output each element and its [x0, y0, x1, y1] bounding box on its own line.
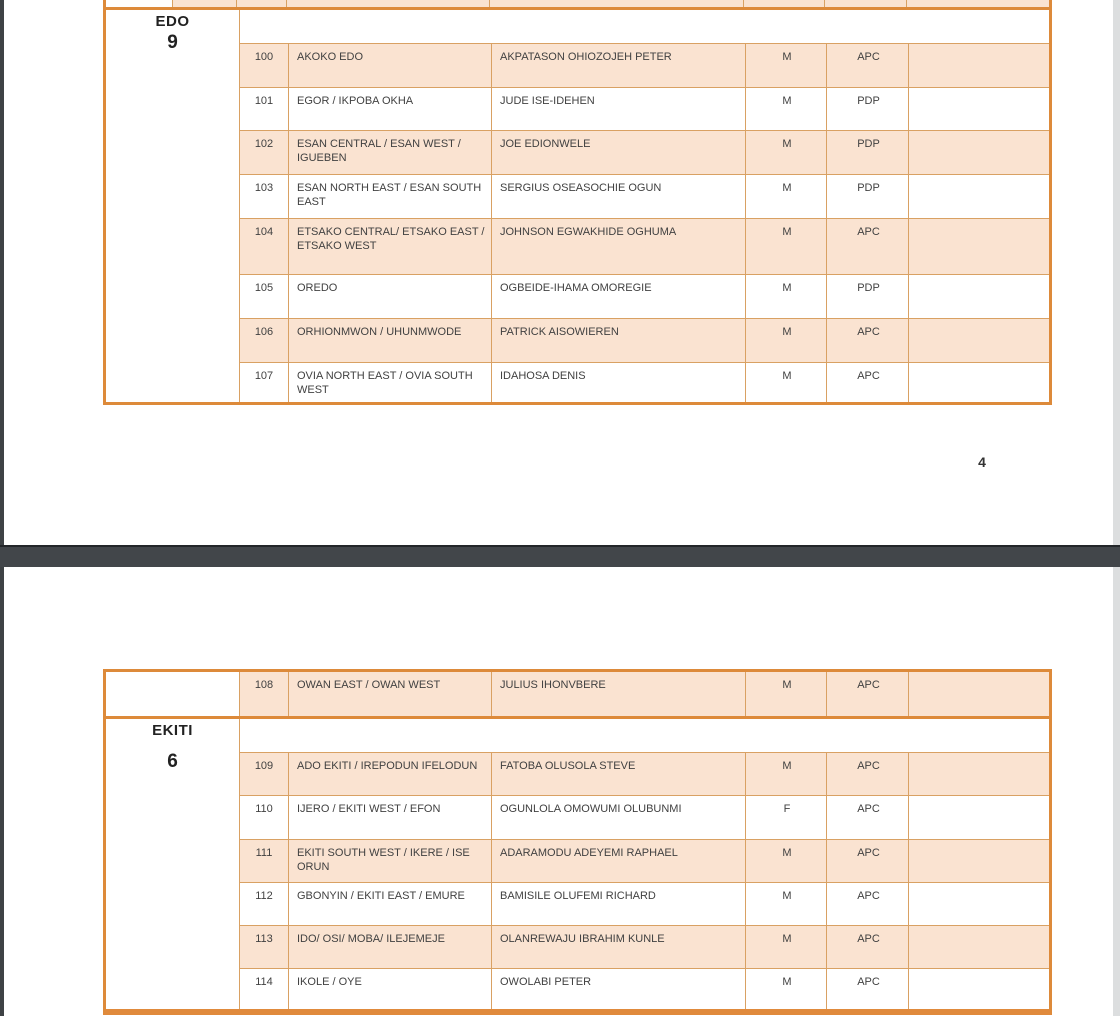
state-header-spacer [240, 10, 1049, 44]
party-cell: PDP [827, 88, 909, 130]
party-cell: APC [827, 883, 909, 925]
candidate-cell: JOHNSON EGWAKHIDE OGHUMA [492, 219, 746, 274]
row-number: 100 [240, 44, 289, 87]
gender-cell: F [746, 796, 827, 839]
document-page-4 [4, 0, 1113, 546]
party-cell: APC [827, 219, 909, 274]
row-number: 111 [240, 840, 289, 882]
party-cell: APC [827, 319, 909, 362]
row-number: 103 [240, 175, 289, 218]
state-cell-edo [106, 10, 240, 402]
empty-cell [909, 363, 1049, 402]
row-number: 114 [240, 969, 289, 1009]
candidate-cell: IDAHOSA DENIS [492, 363, 746, 402]
table-row [240, 175, 1049, 219]
party-cell: APC [827, 753, 909, 795]
state-group-ekiti [106, 719, 1049, 1009]
empty-cell [909, 131, 1049, 174]
row-number: 112 [240, 883, 289, 925]
row-number: 107 [240, 363, 289, 402]
constituency-cell: ORHIONMWON / UHUNMWODE [289, 319, 492, 362]
table-row [240, 969, 1049, 1009]
constituency-cell: IDO/ OSI/ MOBA/ ILEJEMEJE [289, 926, 492, 968]
table-row [240, 219, 1049, 275]
party-cell: APC [827, 796, 909, 839]
candidate-cell: OGUNLOLA OMOWUMI OLUBUNMI [492, 796, 746, 839]
table-row [240, 363, 1049, 402]
constituency-cell: IKOLE / OYE [289, 969, 492, 1009]
constituency-cell: EKITI SOUTH WEST / IKERE / ISE ORUN [289, 840, 492, 882]
candidate-cell: OWOLABI PETER [492, 969, 746, 1009]
row-number: 102 [240, 131, 289, 174]
empty-cell [909, 175, 1049, 218]
gender-cell: M [746, 672, 827, 716]
table-row [240, 796, 1049, 840]
constituency-cell: ADO EKITI / IREPODUN IFELODUN [289, 753, 492, 795]
candidates-table-page-4 [103, 0, 1052, 405]
page-break-separator [0, 545, 1120, 567]
state-name: EDO [155, 13, 190, 30]
empty-cell [909, 840, 1049, 882]
row-number: 109 [240, 753, 289, 795]
constituency-cell: AKOKO EDO [289, 44, 492, 87]
row-number: 106 [240, 319, 289, 362]
gender-cell: M [746, 275, 827, 318]
table-row [240, 883, 1049, 926]
gender-cell: M [746, 969, 827, 1009]
party-cell: PDP [827, 175, 909, 218]
document-page-5 [4, 567, 1113, 1016]
empty-cell [909, 883, 1049, 925]
gender-cell: M [746, 319, 827, 362]
party-cell: APC [827, 672, 909, 716]
clipped-previous-row [106, 0, 1049, 10]
table-row [240, 275, 1049, 319]
page-number: 4 [978, 454, 986, 470]
table-row [240, 672, 1049, 716]
constituency-cell: OVIA NORTH EAST / OVIA SOUTH WEST [289, 363, 492, 402]
gender-cell: M [746, 363, 827, 402]
empty-cell [909, 44, 1049, 87]
party-cell: APC [827, 969, 909, 1009]
empty-cell [909, 926, 1049, 968]
party-cell: PDP [827, 131, 909, 174]
row-number: 101 [240, 88, 289, 130]
row-number: 108 [240, 672, 289, 716]
party-cell: PDP [827, 275, 909, 318]
empty-cell [909, 219, 1049, 274]
candidate-cell: PATRICK AISOWIEREN [492, 319, 746, 362]
party-cell: APC [827, 926, 909, 968]
table-row [240, 88, 1049, 131]
constituency-cell: GBONYIN / EKITI EAST / EMURE [289, 883, 492, 925]
gender-cell: M [746, 175, 827, 218]
candidate-cell: ADARAMODU ADEYEMI RAPHAEL [492, 840, 746, 882]
table-row [240, 926, 1049, 969]
gender-cell: M [746, 883, 827, 925]
candidate-cell: OGBEIDE-IHAMA OMOREGIE [492, 275, 746, 318]
row-number: 113 [240, 926, 289, 968]
candidate-cell: JULIUS IHONVBERE [492, 672, 746, 716]
gender-cell: M [746, 131, 827, 174]
constituency-cell: OWAN EAST / OWAN WEST [289, 672, 492, 716]
state-cell-ekiti [106, 719, 240, 1009]
constituency-cell: ESAN NORTH EAST / ESAN SOUTH EAST [289, 175, 492, 218]
state-cell-empty [106, 672, 240, 716]
gender-cell: M [746, 840, 827, 882]
party-cell: APC [827, 840, 909, 882]
empty-cell [909, 275, 1049, 318]
gender-cell: M [746, 753, 827, 795]
state-header-spacer [240, 719, 1049, 753]
candidates-table-page-5 [103, 669, 1052, 1015]
party-cell: APC [827, 363, 909, 402]
table-row [240, 44, 1049, 88]
candidate-cell: AKPATASON OHIOZOJEH PETER [492, 44, 746, 87]
state-group-edo [106, 10, 1049, 402]
candidate-cell: FATOBA OLUSOLA STEVE [492, 753, 746, 795]
candidate-cell: BAMISILE OLUFEMI RICHARD [492, 883, 746, 925]
empty-cell [909, 796, 1049, 839]
gender-cell: M [746, 44, 827, 87]
constituency-cell: OREDO [289, 275, 492, 318]
state-seat-count: 9 [167, 32, 178, 53]
viewer-right-edge [1113, 0, 1120, 1016]
constituency-cell: ESAN CENTRAL / ESAN WEST / IGUEBEN [289, 131, 492, 174]
constituency-cell: ETSAKO CENTRAL/ ETSAKO EAST / ETSAKO WEST [289, 219, 492, 274]
candidate-cell: OLANREWAJU IBRAHIM KUNLE [492, 926, 746, 968]
empty-cell [909, 753, 1049, 795]
candidate-cell: JUDE ISE-IDEHEN [492, 88, 746, 130]
table-row [240, 840, 1049, 883]
candidate-cell: SERGIUS OSEASOCHIE OGUN [492, 175, 746, 218]
viewer-left-edge [0, 0, 4, 1016]
constituency-cell: EGOR / IKPOBA OKHA [289, 88, 492, 130]
constituency-cell: IJERO / EKITI WEST / EFON [289, 796, 492, 839]
row-number: 110 [240, 796, 289, 839]
table-row [240, 753, 1049, 796]
empty-cell [909, 319, 1049, 362]
row-number: 104 [240, 219, 289, 274]
gender-cell: M [746, 219, 827, 274]
party-cell: APC [827, 44, 909, 87]
empty-cell [909, 88, 1049, 130]
empty-cell [909, 969, 1049, 1009]
candidate-cell: JOE EDIONWELE [492, 131, 746, 174]
empty-cell [909, 672, 1049, 716]
table-row [240, 319, 1049, 363]
table-row [240, 131, 1049, 175]
state-name: EKITI [152, 722, 193, 739]
state-seat-count: 6 [167, 751, 178, 772]
gender-cell: M [746, 926, 827, 968]
gender-cell: M [746, 88, 827, 130]
state-group-edo-continued [106, 672, 1049, 719]
row-number: 105 [240, 275, 289, 318]
